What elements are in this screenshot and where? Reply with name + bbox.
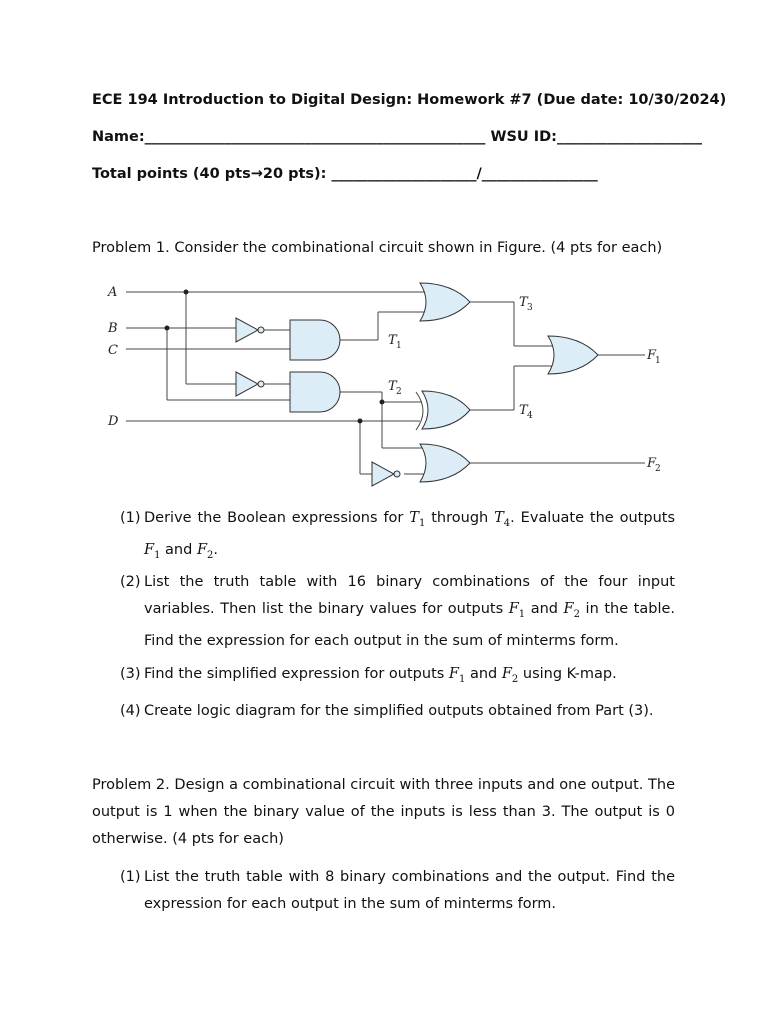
p1-item-2-text <box>144 569 675 655</box>
p1-item-1-seg-2: . Evaluate the outputs <box>510 510 675 526</box>
combinational-circuit-figure <box>100 278 680 488</box>
p1-item-4-number: (4) <box>120 703 141 719</box>
p2-item-1-number: (1) <box>120 869 141 885</box>
t2-subscript: 2 <box>396 387 402 397</box>
f1-label: F <box>647 348 657 363</box>
input-label-c: C <box>108 343 118 358</box>
var-f2: $F_2$ <box>501 666 519 685</box>
homework-title: ECE 194 Introduction to Digital Design: Homework #7 (Due date: 10/30/2024) <box>92 92 727 108</box>
input-label-b: B <box>108 321 118 336</box>
p1-item-4 <box>120 698 675 725</box>
p1-item-4-text: Create logic diagram for the simplified outputs obtained from Part (3). <box>144 703 654 719</box>
input-label-a: A <box>108 285 118 300</box>
input-label-d: D <box>108 414 119 429</box>
p1-item-3-number: (3) <box>120 666 141 682</box>
problem1-intro: Problem 1. Consider the combinational circuit shown in Figure. (4 pts for each) <box>92 240 663 256</box>
t4-subscript: 4 <box>527 411 533 421</box>
p2-item-1 <box>120 864 675 918</box>
t3-label: T <box>519 295 528 310</box>
p1-item-1-seg-0: Derive the Boolean expressions for <box>144 510 410 526</box>
var-t1: $T_1$ <box>409 510 426 529</box>
f1-subscript: 1 <box>655 356 661 366</box>
p1-item-1 <box>120 505 675 569</box>
f2-subscript: 2 <box>655 464 661 474</box>
name-id-line: Name:_______________________________________________ WSU ID:____________________ <box>92 129 702 145</box>
p1-item-1-seg-1: through <box>425 510 495 526</box>
p1-item-3-seg-0: Find the simplified expression for outputs <box>144 666 449 682</box>
p1-item-2-number: (2) <box>120 574 141 590</box>
p1-item-1-seg-4: . <box>213 541 218 558</box>
t3-subscript: 3 <box>527 303 533 313</box>
var-f1: $F_1$ <box>448 666 466 685</box>
p1-item-3 <box>120 661 675 693</box>
p1-item-2-seg-1: and <box>525 601 564 617</box>
p1-item-3-seg-2: using K-map. <box>518 666 617 682</box>
var-f1: $F_1$ <box>508 601 526 620</box>
t4-label: T <box>519 403 528 418</box>
var-f2: $F_2$ <box>563 601 580 620</box>
p1-item-3-seg-1: and <box>465 666 502 682</box>
p1-item-1-number: (1) <box>120 510 141 526</box>
t1-label: T <box>388 333 397 348</box>
p1-item-2 <box>120 569 675 655</box>
var-f1: $F_1$ <box>144 541 161 561</box>
t2-label: T <box>388 379 397 394</box>
p1-item-2-seg-0: List the truth table with 16 binary combinations of the four input variables. Then list the binary values for outputs <box>144 574 675 617</box>
total-points-line: Total points (40 pts→20 pts): ____________________/________________ <box>92 166 598 182</box>
var-t4: $T_4$ <box>494 510 511 529</box>
var-f2: $F_2$ <box>196 541 214 561</box>
p1-item-3-text <box>144 661 675 693</box>
p1-item-1-seg-3: and <box>160 541 197 558</box>
p2-item-1-text: List the truth table with 8 binary combinations and the output. Find the expression for each output in the sum of minterms form. <box>144 869 675 912</box>
t1-subscript: 1 <box>396 341 402 351</box>
problem2-intro: Problem 2. Design a combinational circuit with three inputs and one output. The output is 1 when the binary value of the inputs is less than 3. The output is 0 otherwise. (4 pts for each) <box>92 777 675 847</box>
p1-item-1-text <box>144 505 675 569</box>
p1-item-2-seg-2: in the table. Find the expression for each output in the sum of minterms form. <box>144 601 676 649</box>
f2-label: F <box>647 456 657 471</box>
